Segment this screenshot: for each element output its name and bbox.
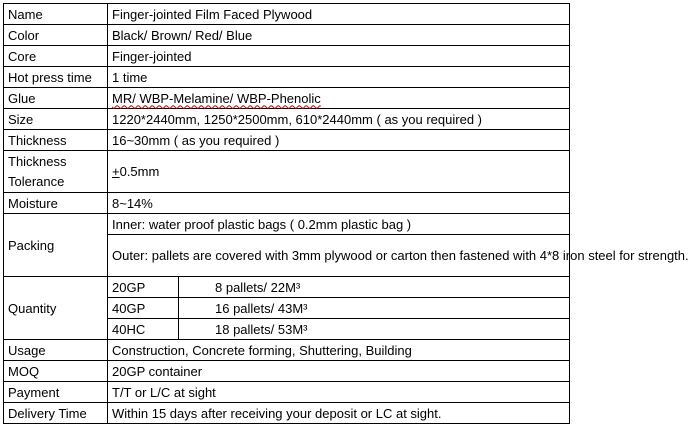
quantity-container-40hc: 40HC bbox=[108, 319, 179, 340]
value-thickness: 16~30mm ( as you required ) bbox=[108, 130, 570, 151]
value-packing-inner: Inner: water proof plastic bags ( 0.2mm plastic bag ) bbox=[108, 214, 570, 235]
label-moq: MOQ bbox=[4, 361, 108, 382]
quantity-container-20gp: 20GP bbox=[108, 277, 179, 298]
spec-table bbox=[3, 3, 689, 424]
plus-minus-sign: + bbox=[112, 164, 120, 179]
quantity-detail-20gp: 8 pallets/ 22M³ bbox=[179, 277, 570, 298]
label-packing: Packing bbox=[4, 214, 108, 277]
row-color bbox=[4, 25, 570, 46]
value-moq: 20GP container bbox=[108, 361, 570, 382]
value-usage: Construction, Concrete forming, Shuttering, Building bbox=[108, 340, 570, 361]
row-size bbox=[4, 109, 570, 130]
quantity-detail-40gp: 16 pallets/ 43M³ bbox=[179, 298, 570, 319]
value-color: Black/ Brown/ Red/ Blue bbox=[108, 25, 570, 46]
value-payment: T/T or L/C at sight bbox=[108, 382, 570, 403]
label-payment: Payment bbox=[4, 382, 108, 403]
row-hot-press bbox=[4, 67, 570, 88]
quantity-container-40gp: 40GP bbox=[108, 298, 179, 319]
row-thickness-tolerance bbox=[4, 151, 570, 193]
value-size: 1220*2440mm, 1250*2500mm, 610*2440mm ( as you required ) bbox=[108, 109, 570, 130]
row-moq bbox=[4, 361, 570, 382]
row-glue bbox=[4, 88, 570, 109]
label-quantity: Quantity bbox=[4, 277, 108, 340]
row-thickness bbox=[4, 130, 570, 151]
row-name bbox=[4, 4, 570, 25]
label-thickness: Thickness bbox=[4, 130, 108, 151]
label-moisture: Moisture bbox=[4, 193, 108, 214]
label-name: Name bbox=[4, 4, 108, 25]
value-glue: MR/ WBP-Melamine/ WBP-Phenolic bbox=[112, 90, 321, 106]
row-quantity-20gp bbox=[4, 277, 570, 298]
label-glue: Glue bbox=[4, 88, 108, 109]
row-delivery-time bbox=[4, 403, 570, 424]
label-core: Core bbox=[4, 46, 108, 67]
row-payment bbox=[4, 382, 570, 403]
value-delivery-time: Within 15 days after receiving your deposit or LC at sight. bbox=[108, 403, 570, 424]
row-core bbox=[4, 46, 570, 67]
value-core: Finger-jointed bbox=[108, 46, 570, 67]
label-size: Size bbox=[4, 109, 108, 130]
value-tolerance-number: 0.5mm bbox=[119, 164, 160, 179]
row-usage bbox=[4, 340, 570, 361]
label-delivery-time: Delivery Time bbox=[4, 403, 108, 424]
row-packing-inner bbox=[4, 214, 570, 235]
value-packing-outer: Outer: pallets are covered with 3mm plywood or carton then fastened with 4*8 iron steel for strength. bbox=[108, 235, 570, 277]
label-tolerance-line1: Thickness bbox=[8, 153, 67, 169]
value-moisture: 8~14% bbox=[108, 193, 570, 214]
label-color: Color bbox=[4, 25, 108, 46]
label-hot-press: Hot press time bbox=[4, 67, 108, 88]
value-tolerance bbox=[108, 151, 570, 193]
label-tolerance-line2: Tolerance bbox=[8, 173, 65, 189]
quantity-detail-40hc: 18 pallets/ 53M³ bbox=[179, 319, 570, 340]
value-hot-press: 1 time bbox=[108, 67, 570, 88]
label-usage: Usage bbox=[4, 340, 108, 361]
value-name: Finger-jointed Film Faced Plywood bbox=[108, 4, 570, 25]
row-moisture bbox=[4, 193, 570, 214]
